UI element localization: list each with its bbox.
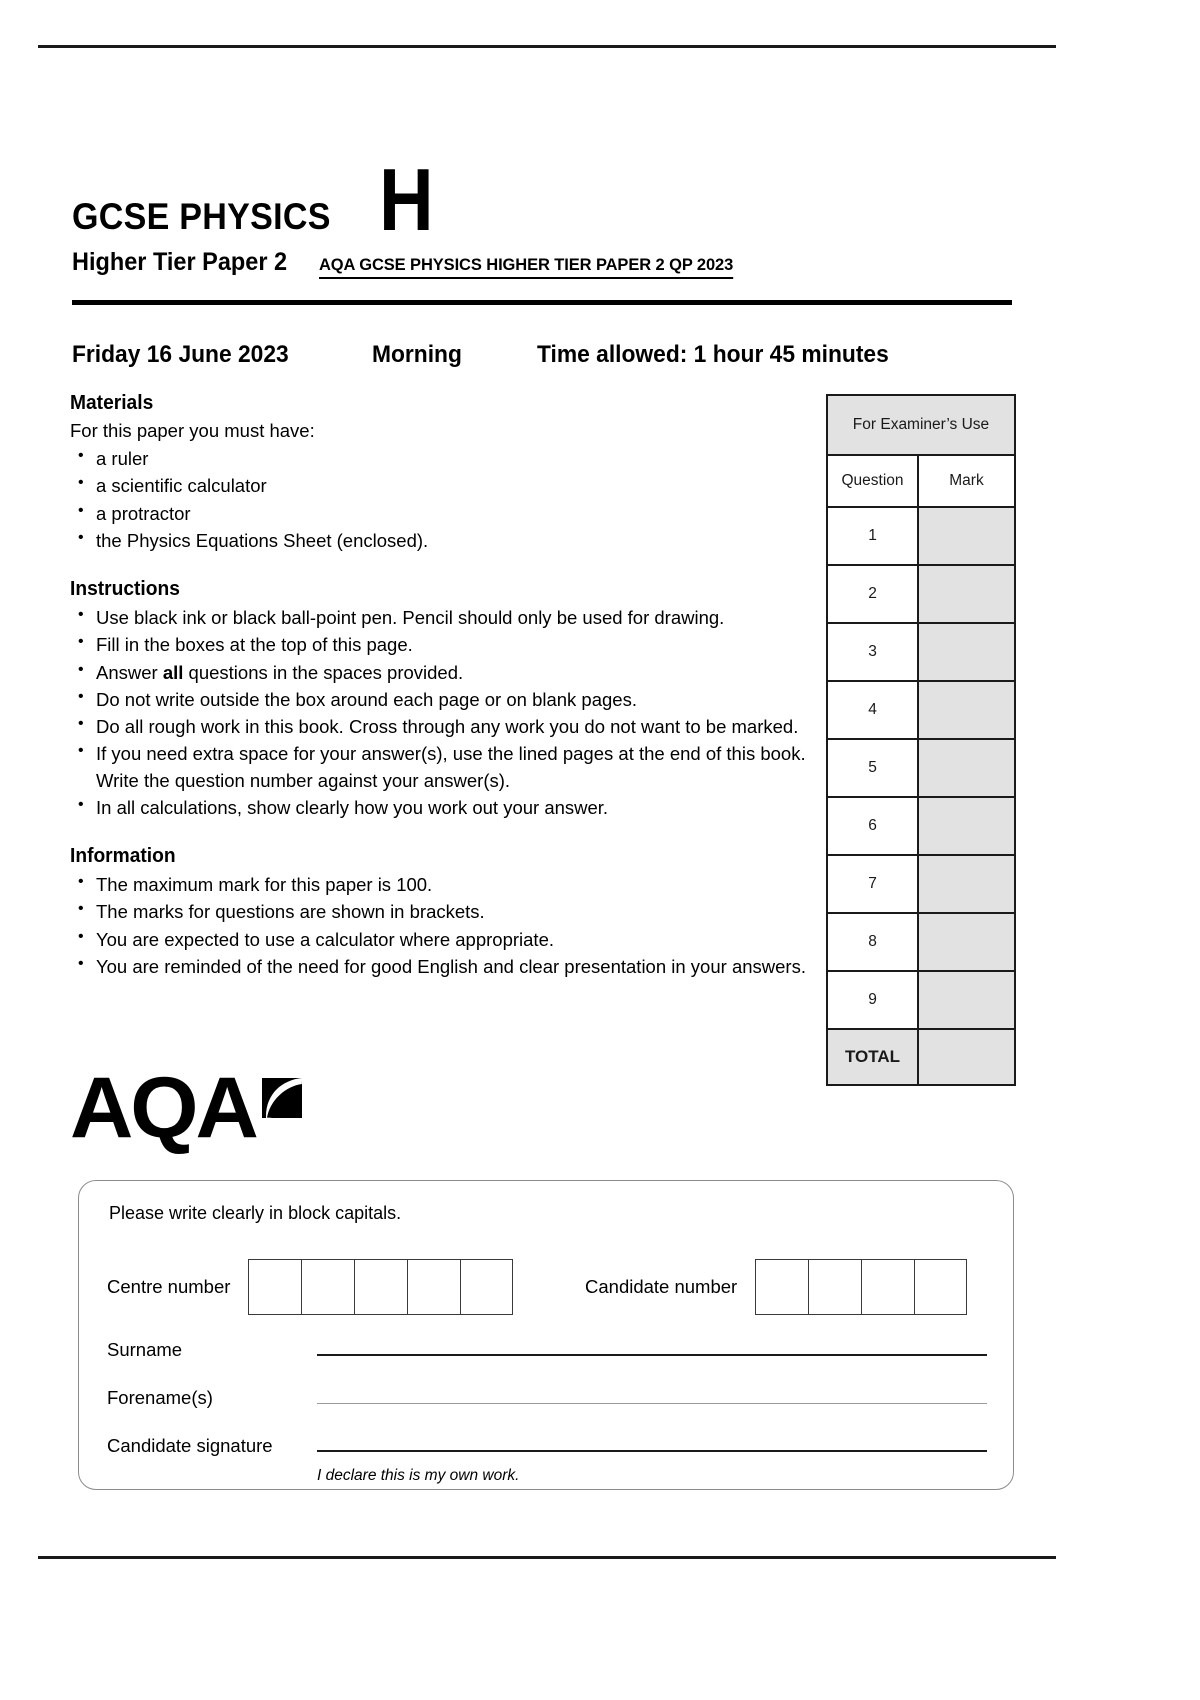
question-number: 5 [828, 740, 919, 796]
centre-number-cell[interactable] [407, 1259, 460, 1315]
paper-row [72, 248, 746, 279]
aqa-logo [70, 1060, 306, 1156]
centre-number-label: Centre number [107, 1276, 231, 1297]
candidate-signature-input[interactable] [317, 1450, 987, 1452]
column-header-mark: Mark [919, 456, 1014, 506]
mark-cell[interactable] [919, 798, 1014, 854]
forenames-field [107, 1387, 987, 1409]
table-row [828, 682, 1014, 740]
surname-field [107, 1339, 987, 1361]
mark-cell[interactable] [919, 682, 1014, 738]
mark-cell[interactable] [919, 914, 1014, 970]
materials-list [70, 446, 830, 554]
question-number: 2 [828, 566, 919, 622]
examiner-table-title: For Examiner’s Use [828, 396, 1014, 456]
list-item: • Use black ink or black ball-point pen. Pencil should only be used for drawing. [70, 605, 830, 631]
table-row [828, 508, 1014, 566]
exam-details-line [72, 341, 1002, 369]
list-item: • The maximum mark for this paper is 100. [70, 872, 830, 898]
forenames-input[interactable] [317, 1403, 987, 1404]
centre-number-field [107, 1259, 513, 1315]
candidate-number-cell[interactable] [755, 1259, 808, 1315]
top-page-rule [38, 45, 1056, 48]
candidate-number-cell[interactable] [914, 1259, 967, 1315]
body-column [70, 392, 830, 981]
answer-before: Answer [96, 661, 163, 683]
list-item: • the Physics Equations Sheet (enclosed). [70, 528, 830, 554]
table-row [828, 740, 1014, 798]
candidate-number-cell[interactable] [861, 1259, 914, 1315]
table-row-total [828, 1030, 1014, 1084]
candidate-number-label: Candidate number [585, 1276, 738, 1297]
mark-cell[interactable] [919, 972, 1014, 1028]
instructions-heading: Instructions [70, 578, 180, 601]
table-row [828, 914, 1014, 972]
table-row [828, 624, 1014, 682]
mark-cell[interactable] [919, 624, 1014, 680]
title-row [72, 150, 443, 250]
examiner-use-table [826, 394, 1016, 1086]
subject-title: GCSE PHYSICS [72, 196, 331, 237]
list-item: • If you need extra space for your answer(s), use the lined pages at the end of this book. Write the question number against your answer(s). [70, 741, 830, 794]
centre-number-input[interactable] [248, 1259, 513, 1315]
block-capitals-note: Please write clearly in block capitals. [109, 1203, 402, 1223]
question-number: 6 [828, 798, 919, 854]
list-item: • Do all rough work in this book. Cross through any work you do not want to be marked. [70, 714, 830, 740]
list-item: • The marks for questions are shown in brackets. [70, 899, 830, 925]
centre-number-cell[interactable] [301, 1259, 354, 1315]
candidate-number-cell[interactable] [808, 1259, 861, 1315]
list-item: • a scientific calculator [70, 473, 830, 499]
masthead [72, 115, 972, 250]
total-label: TOTAL [828, 1030, 919, 1084]
centre-number-cell[interactable] [354, 1259, 407, 1315]
list-item: • You are reminded of the need for good English and clear presentation in your answers. [70, 954, 830, 980]
paper-label: Higher Tier Paper 2 [72, 248, 288, 276]
bottom-page-rule [38, 1556, 1056, 1559]
list-item: • a protractor [70, 501, 830, 527]
question-number: 9 [828, 972, 919, 1028]
list-item: • a ruler [70, 446, 830, 472]
header-divider [72, 300, 1012, 305]
information-heading: Information [70, 845, 176, 868]
mark-cell[interactable] [919, 856, 1014, 912]
question-number: 3 [828, 624, 919, 680]
list-item: • You are expected to use a calculator where appropriate. [70, 927, 830, 953]
tier-letter: H [379, 150, 434, 250]
exam-date: Friday 16 June 2023 [72, 341, 289, 368]
surname-input[interactable] [317, 1354, 987, 1356]
centre-number-cell[interactable] [248, 1259, 301, 1315]
surname-label: Surname [107, 1339, 183, 1360]
candidate-number-field [585, 1259, 967, 1315]
total-mark-cell[interactable] [919, 1030, 1014, 1084]
question-number: 1 [828, 508, 919, 564]
exam-session: Morning [372, 341, 462, 368]
time-allowed: Time allowed: 1 hour 45 minutes [537, 341, 889, 368]
list-item: • Fill in the boxes at the top of this page. [70, 632, 830, 658]
aqa-leaf-icon [258, 1074, 306, 1122]
column-header-question: Question [828, 456, 919, 506]
mark-cell[interactable] [919, 740, 1014, 796]
list-item-answer-all [70, 660, 830, 686]
candidate-signature-field [107, 1435, 987, 1457]
instructions-list [70, 605, 830, 821]
information-list [70, 872, 830, 980]
answer-after: questions in the spaces provided. [183, 661, 464, 683]
table-row [828, 972, 1014, 1030]
materials-intro: For this paper you must have: [70, 420, 315, 441]
mark-cell[interactable] [919, 508, 1014, 564]
table-row [828, 798, 1014, 856]
question-number: 7 [828, 856, 919, 912]
answer-bold: all [162, 661, 184, 683]
candidate-details-box [78, 1180, 1014, 1490]
paper-reference: AQA GCSE PHYSICS HIGHER TIER PAPER 2 QP 2023 [319, 255, 733, 279]
declaration-text: I declare this is my own work. [317, 1467, 520, 1484]
list-item: • In all calculations, show clearly how you work out your answer. [70, 795, 830, 821]
candidate-signature-label: Candidate signature [107, 1435, 273, 1456]
aqa-wordmark: AQA [70, 1060, 256, 1156]
list-item: • Do not write outside the box around each page or on blank pages. [70, 687, 830, 713]
candidate-number-input[interactable] [755, 1259, 967, 1315]
forenames-label: Forename(s) [107, 1387, 213, 1408]
question-number: 8 [828, 914, 919, 970]
table-row [828, 566, 1014, 624]
mark-cell[interactable] [919, 566, 1014, 622]
examiner-table-header-row [828, 456, 1014, 508]
table-row [828, 856, 1014, 914]
centre-number-cell[interactable] [460, 1259, 513, 1315]
materials-heading: Materials [70, 392, 154, 414]
question-number: 4 [828, 682, 919, 738]
